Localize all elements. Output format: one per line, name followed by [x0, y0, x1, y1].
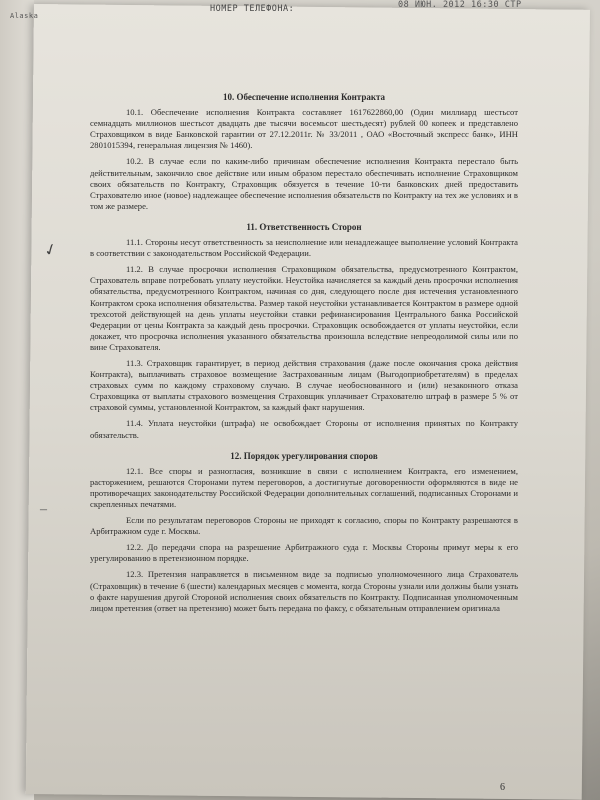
fax-header-left: Alaska — [10, 12, 39, 20]
paragraph: 11.2. В случае просрочки исполнения Страховщиком обязательства, предусмотренного Контрактом, Страхователь вправе потребовать уплату неустойки. Неустойка начисляется за каждый день просрочки исполнения обязательства, предусмотренного Контрактом, начиная со дня, следующего после дня истечения установленного Контрактом срока исполнения обязательства. Размер такой неустойки устанавливается Контрактом в размере одной трехсотой действующей на день уплаты неустойки ставки рефинансирования Центрального банка Российской Федерации от цены Контракта за каждый день просрочки. Страховщик освобождается от уплаты неустойки, если докажет, что просрочка исполнения указанного обязательства произошла вследствие непреодолимой силы или по вине Страхователя. — [90, 264, 518, 352]
margin-pen-mark: ✓ — [41, 240, 61, 261]
section-title: 11. Ответственность Сторон — [246, 221, 362, 232]
paragraph: Если по результатам переговоров Стороны не приходят к согласию, споры по Контракту разрешаются в Арбитражном суде г. Москвы. — [90, 515, 518, 537]
section-title: 12. Порядок урегулирования споров — [230, 450, 378, 461]
paragraph: 11.3. Страховщик гарантирует, в период действия страхования (даже после окончания срока действия Контракта), выплачивать страховое возмещение Застрахованным лицам (Выгодоприобретателям) в пределах страховых сумм по каждому страховому случаю. В случае необоснованного и (или) незаконного отказа Страховщика от выплаты страхового возмещения Страховщик уплачивает Страхователю штраф в размере 5 % от страховой суммы, установленной Контрактом, за каждый факт нарушения. — [90, 357, 518, 413]
paragraph: 12.2. До передачи спора на разрешение Арбитражного суда г. Москвы Стороны примут меры к его урегулированию в претензионном порядке. — [90, 542, 518, 564]
section-title: 10. Обеспечение исполнения Контракта — [222, 92, 386, 102]
paragraph: 10.2. В случае если по каким-либо причинам обеспечение исполнения Контракта перестало быть действительным, закончило свое действие или иным образом перестало обеспечивать исполнение Страховщиком своих обязательств по Контракту, Страховщик обязуется в течение 10-ти банковских дней предоставить Страхователю иное (новое) надлежащее обеспечение исполнения обязательств по Контракту на тех же условиях и в том же размере. — [90, 156, 518, 211]
paragraph: 11.4. Уплата неустойки (штрафа) не освобождает Стороны от исполнения принятых по Контракту обязательств. — [90, 418, 518, 440]
section-11 — [90, 222, 518, 441]
document-body — [90, 92, 518, 619]
fax-header-timestamp: 08 ИЮН. 2012 16:30 СТР — [398, 0, 522, 10]
paragraph: 10.1. Обеспечение исполнения Контракта составляет 1617622860,00 (Один миллиард шестьсот семнадцать миллионов шестьсот двадцать две тысячи восемьсот шестьдесят) рублей 00 копеек и представлено Страховщиком в виде Банковской гарантии от 27.12.2011г. № 33/2011 , ОАО «Восточный экспресс банк», ИНН 2801015394, генеральная лицензия № 1460). — [90, 107, 518, 151]
margin-pen-dash: – — [40, 502, 47, 517]
page-number: 6 — [500, 782, 505, 793]
paragraph: 12.3. Претензия направляется в письменном виде за подписью уполномоченного лица Страхователь (Страховщик) в течение 6 (шести) календарных месяцев с момента, когда Стороны узнали или должны были узнать о факте нарушения другой Стороной исполнения своих обязательств по Контракту. Подписанная уполномоченным лицом претензия (ответ на претензию) может быть передана по факсу, с обязательным отправлением оригинала — [90, 569, 518, 613]
fax-header-phone-label: НОМЕР ТЕЛЕФОНА: — [210, 4, 295, 14]
paragraph: 12.1. Все споры и разногласия, возникшие в связи с исполнением Контракта, его изменением, расторжением, решаются Сторонами путем переговоров, а достигнутые договоренности оформляются в виде не противоречащих законодательству Российской Федерации дополнительных соглашений, подписанных Сторонами и скрепленных печатями. — [90, 465, 518, 509]
section-10 — [90, 92, 518, 212]
paragraph: 11.1. Стороны несут ответственность за неисполнение или ненадлежащее выполнение условий Контракта в соответствии с законодательством Российской Федерации. — [90, 237, 518, 259]
section-12 — [90, 451, 518, 614]
